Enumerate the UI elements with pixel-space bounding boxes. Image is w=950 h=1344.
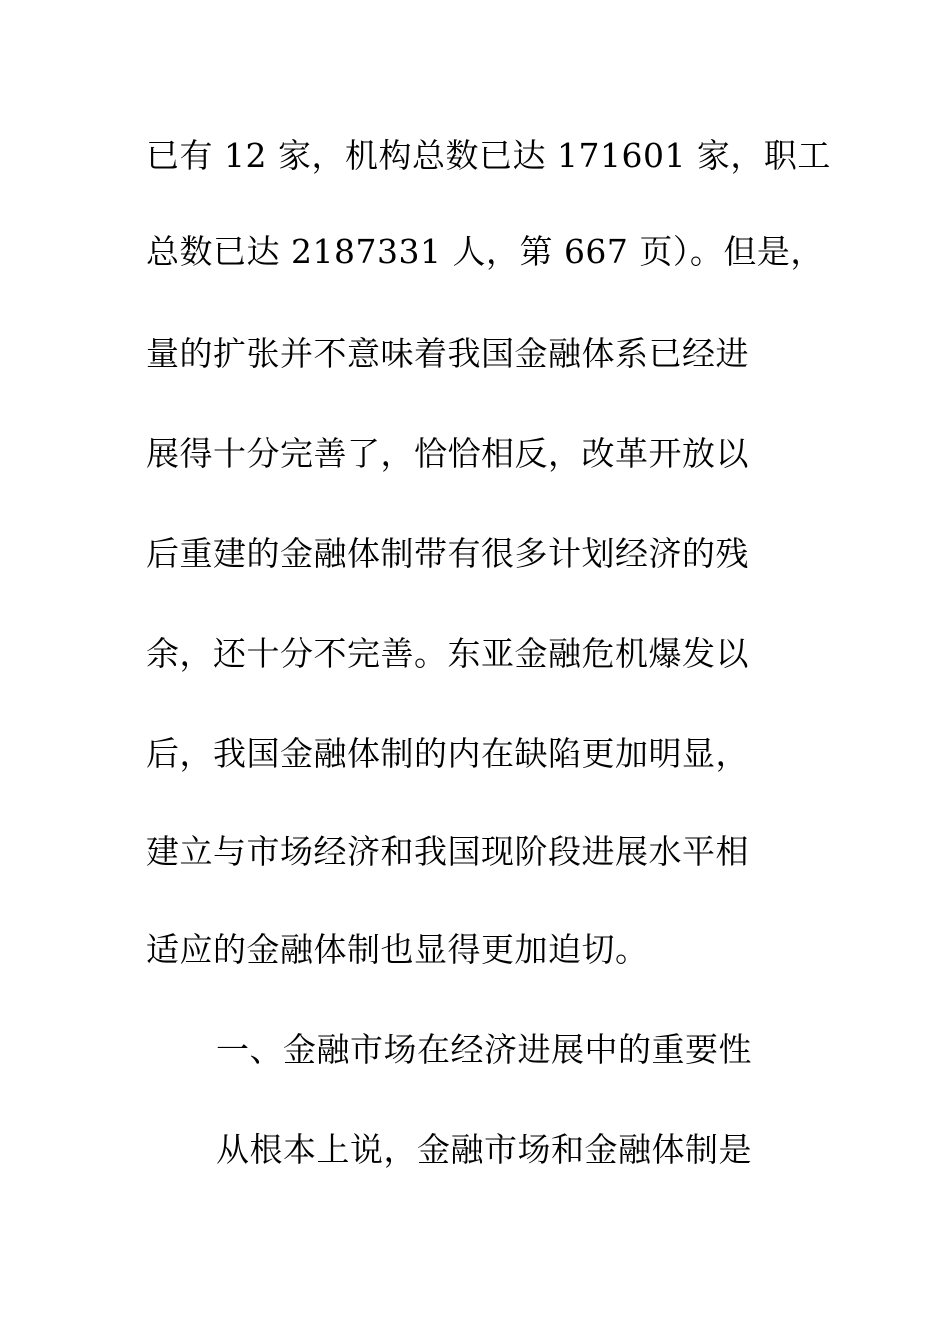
body-text-line-5: 后重建的金融体制带有很多计划经济的残 [146, 534, 749, 573]
paragraph-start-line: 从根本上说，金融市场和金融体制是 [216, 1130, 752, 1169]
body-text-line-6: 余，还十分不完善。东亚金融危机爆发以 [146, 634, 749, 673]
body-text-line-3: 量的扩张并不意味着我国金融体系已经进 [146, 334, 749, 373]
body-text-line-9: 适应的金融体制也显得更加迫切。 [146, 930, 649, 969]
body-text-line-4: 展得十分完善了，恰恰相反，改革开放以 [146, 434, 749, 473]
body-text-line-7: 后，我国金融体制的内在缺陷更加明显， [146, 734, 749, 773]
body-text-line-2: 总数已达 2187331 人，第 667 页）。但是， [146, 232, 824, 271]
body-text-line-8: 建立与市场经济和我国现阶段进展水平相 [146, 832, 749, 871]
body-text-line-1: 已有 12 家，机构总数已达 171601 家，职工 [146, 136, 831, 175]
section-heading: 一、金融市场在经济进展中的重要性 [216, 1030, 752, 1069]
